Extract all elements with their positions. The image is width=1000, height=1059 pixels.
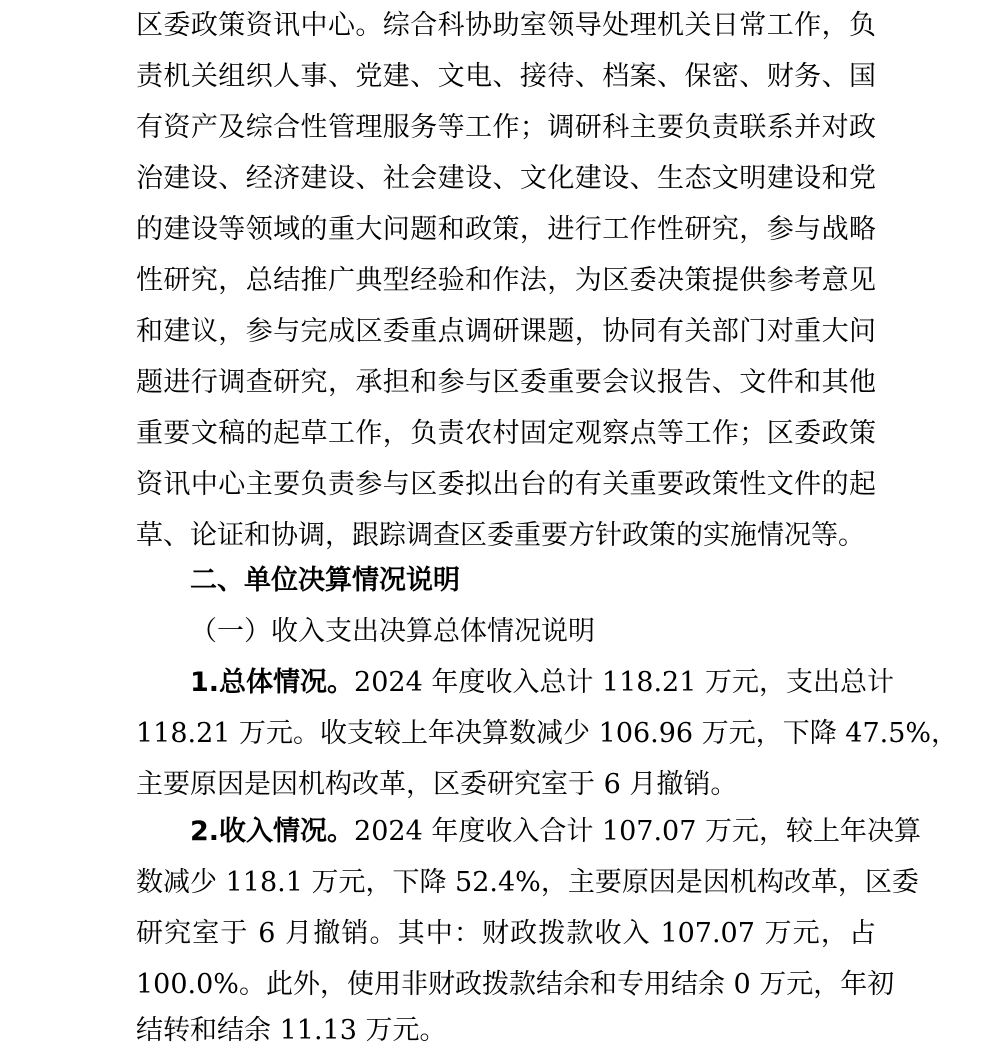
paragraph-line: 和建议，参与完成区委重点调研课题，协同有关部门对重大问 bbox=[136, 316, 876, 347]
item2-line3: 研究室于 6 月撤销。其中：财政拨款收入 107.07 万元，占 bbox=[136, 918, 876, 949]
subsection-heading: （一）收入支出决算总体情况说明 bbox=[190, 616, 595, 647]
item1-label: 1.总体情况。 bbox=[190, 667, 355, 698]
item2-label: 2.收入情况。 bbox=[190, 816, 355, 847]
item2-text: 2024 年度收入合计 107.07 万元，较上年决算 bbox=[354, 816, 921, 847]
paragraph-line: 资讯中心主要负责参与区委拟出台的有关重要政策性文件的起 bbox=[136, 469, 876, 500]
item1-line2: 118.21 万元。收支较上年决算数减少 106.96 万元，下降 47.5%， bbox=[136, 718, 959, 749]
item1-text: 2024 年度收入总计 118.21 万元，支出总计 bbox=[354, 667, 894, 698]
paragraph-line: 责机关组织人事、党建、文电、接待、档案、保密、财务、国 bbox=[136, 61, 876, 92]
paragraph-line: 有资产及综合性管理服务等工作；调研科主要负责联系并对政 bbox=[136, 112, 876, 143]
section-heading: 二、单位决算情况说明 bbox=[190, 565, 460, 596]
paragraph-line: 的建设等领域的重大问题和政策，进行工作性研究，参与战略 bbox=[136, 214, 876, 245]
paragraph-line: 草、论证和协调，跟踪调查区委重要方针政策的实施情况等。 bbox=[136, 520, 865, 551]
item1-line1 bbox=[190, 657, 894, 708]
item2-line2: 数减少 118.1 万元，下降 52.4%，主要原因是因机构改革，区委 bbox=[136, 867, 919, 898]
paragraph-line: 题进行调查研究，承担和参与区委重要会议报告、文件和其他 bbox=[136, 367, 876, 398]
paragraph-line: 区委政策资讯中心。综合科协助室领导处理机关日常工作，负 bbox=[136, 10, 876, 41]
item2-line4: 100.0%。此外，使用非财政拨款结余和专用结余 0 万元，年初 bbox=[136, 969, 895, 1000]
paragraph-line: 性研究，总结推广典型经验和作法，为区委决策提供参考意见 bbox=[136, 265, 876, 296]
item2-line5: 结转和结余 11.13 万元。 bbox=[136, 1015, 447, 1046]
paragraph-line: 治建设、经济建设、社会建设、文化建设、生态文明建设和党 bbox=[136, 163, 876, 194]
item2-line1 bbox=[190, 806, 921, 857]
paragraph-line: 重要文稿的起草工作，负责农村固定观察点等工作；区委政策 bbox=[136, 418, 876, 449]
item1-line3: 主要原因是因机构改革，区委研究室于 6 月撤销。 bbox=[136, 769, 738, 800]
